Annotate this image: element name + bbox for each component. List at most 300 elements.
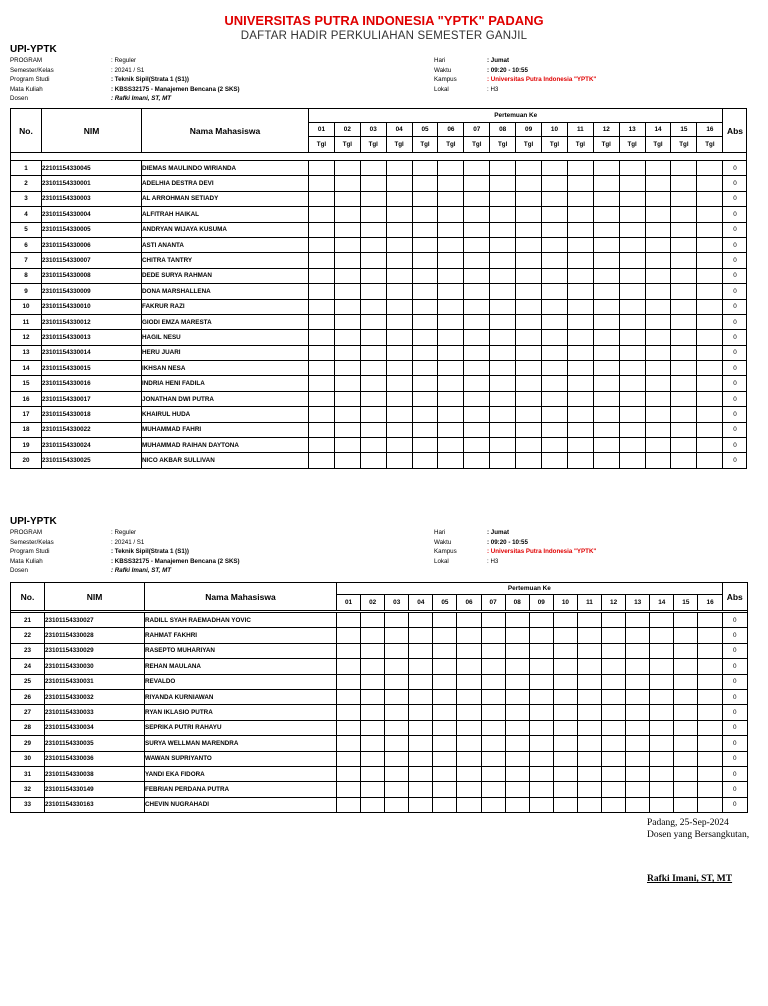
attendance-cell xyxy=(334,345,360,360)
attendance-cell xyxy=(438,345,464,360)
attendance-cell xyxy=(553,659,577,674)
attendance-cell xyxy=(438,314,464,329)
absence-count: 0 xyxy=(723,391,747,406)
attendance-cell xyxy=(337,797,361,812)
attendance-cell xyxy=(490,345,516,360)
row-number: 6 xyxy=(11,237,42,252)
attendance-cell xyxy=(577,736,601,751)
attendance-cell xyxy=(385,766,409,781)
attendance-cell xyxy=(361,766,385,781)
attendance-cell xyxy=(490,391,516,406)
attendance-cell xyxy=(490,284,516,299)
attendance-cell xyxy=(650,736,674,751)
attendance-cell xyxy=(619,222,645,237)
attendance-cell xyxy=(337,736,361,751)
attendance-cell xyxy=(619,268,645,283)
attendance-cell xyxy=(385,720,409,735)
student-name: REHAN MAULANA xyxy=(145,659,337,674)
student-nim: 23101154330003 xyxy=(42,191,142,206)
attendance-cell xyxy=(542,376,568,391)
attendance-cell xyxy=(481,751,505,766)
attendance-cell xyxy=(698,628,722,643)
attendance-cell xyxy=(674,628,698,643)
attendance-cell xyxy=(438,176,464,191)
attendance-cell xyxy=(337,720,361,735)
attendance-cell xyxy=(490,237,516,252)
attendance-cell xyxy=(360,268,386,283)
attendance-cell xyxy=(674,782,698,797)
student-name: ASTI ANANTA xyxy=(142,237,309,252)
attendance-cell xyxy=(334,422,360,437)
attendance-cell xyxy=(516,391,542,406)
student-nim: 23101154330036 xyxy=(45,751,145,766)
attendance-cell xyxy=(386,253,412,268)
attendance-cell xyxy=(334,330,360,345)
attendance-cell xyxy=(553,628,577,643)
attendance-cell xyxy=(542,345,568,360)
signature-name: Rafki Imani, ST, MT xyxy=(647,874,733,884)
absence-count: 0 xyxy=(723,438,747,453)
row-number: 30 xyxy=(11,751,45,766)
attendance-cell xyxy=(481,797,505,812)
attendance-cell xyxy=(490,361,516,376)
attendance-cell xyxy=(361,736,385,751)
attendance-cell xyxy=(337,613,361,628)
attendance-cell xyxy=(433,720,457,735)
info-right-labels xyxy=(434,56,457,94)
attendance-cell xyxy=(529,705,553,720)
meeting-number: 01 xyxy=(337,595,361,611)
attendance-cell xyxy=(464,407,490,422)
attendance-cell xyxy=(457,705,481,720)
attendance-cell xyxy=(409,782,433,797)
value-semester: : 20241 / S1 xyxy=(111,66,145,74)
student-nim: 23101154330163 xyxy=(45,797,145,812)
row-number: 19 xyxy=(11,438,42,453)
attendance-cell xyxy=(386,268,412,283)
absence-count: 0 xyxy=(722,705,747,720)
attendance-cell xyxy=(619,345,645,360)
attendance-cell xyxy=(645,222,671,237)
attendance-cell xyxy=(481,689,505,704)
attendance-cell xyxy=(438,453,464,468)
attendance-cell xyxy=(516,407,542,422)
attendance-cell xyxy=(567,407,593,422)
attendance-cell xyxy=(386,407,412,422)
attendance-cell xyxy=(671,453,697,468)
attendance-cell xyxy=(334,161,360,176)
attendance-cell xyxy=(309,222,335,237)
attendance-cell xyxy=(438,222,464,237)
table-row xyxy=(11,736,748,751)
student-name: HAGIL NESU xyxy=(142,330,309,345)
attendance-cell xyxy=(337,751,361,766)
attendance-cell xyxy=(529,720,553,735)
attendance-cell xyxy=(567,361,593,376)
attendance-cell xyxy=(619,438,645,453)
attendance-cell xyxy=(361,705,385,720)
attendance-cell xyxy=(593,422,619,437)
course-info-2 xyxy=(10,528,745,576)
attendance-cell xyxy=(697,361,723,376)
student-name: CHEVIN NUGRAHADI xyxy=(145,797,337,812)
attendance-cell xyxy=(433,782,457,797)
table-row xyxy=(11,176,747,191)
attendance-cell xyxy=(361,628,385,643)
attendance-cell xyxy=(309,407,335,422)
label-prodi: Program Studi xyxy=(10,548,50,556)
attendance-cell xyxy=(698,705,722,720)
attendance-cell xyxy=(697,422,723,437)
attendance-cell xyxy=(674,797,698,812)
attendance-cell xyxy=(619,376,645,391)
header-meetings: Pertemuan Ke xyxy=(309,109,723,123)
attendance-cell xyxy=(671,191,697,206)
attendance-cell xyxy=(438,284,464,299)
institution-label-2: UPI-YPTK xyxy=(10,516,57,527)
attendance-cell xyxy=(697,284,723,299)
attendance-cell xyxy=(602,659,626,674)
attendance-cell xyxy=(490,438,516,453)
student-nim: 23101154330038 xyxy=(45,766,145,781)
table-row xyxy=(11,391,747,406)
attendance-cell xyxy=(626,705,650,720)
attendance-cell xyxy=(490,299,516,314)
attendance-cell xyxy=(361,659,385,674)
attendance-cell xyxy=(361,797,385,812)
attendance-cell xyxy=(697,314,723,329)
attendance-cell xyxy=(438,330,464,345)
attendance-cell xyxy=(542,268,568,283)
attendance-cell xyxy=(438,391,464,406)
attendance-cell xyxy=(542,253,568,268)
attendance-cell xyxy=(309,191,335,206)
row-number: 18 xyxy=(11,422,42,437)
attendance-cell xyxy=(626,766,650,781)
attendance-cell xyxy=(490,191,516,206)
student-name: RASEPTO MUHARIYAN xyxy=(145,643,337,658)
label-dosen: Dosen xyxy=(10,567,28,575)
row-number: 32 xyxy=(11,782,45,797)
attendance-cell xyxy=(386,391,412,406)
attendance-cell xyxy=(674,674,698,689)
attendance-cell xyxy=(505,720,529,735)
attendance-cell xyxy=(602,766,626,781)
attendance-cell xyxy=(334,284,360,299)
value-matkul: : KBSS32175 - Manajemen Bencana (2 SKS) xyxy=(111,85,240,93)
attendance-cell xyxy=(650,689,674,704)
attendance-cell xyxy=(516,376,542,391)
attendance-cell xyxy=(386,299,412,314)
attendance-cell xyxy=(409,628,433,643)
attendance-cell xyxy=(457,643,481,658)
attendance-cell xyxy=(360,161,386,176)
meeting-number: 07 xyxy=(464,123,490,137)
attendance-cell xyxy=(433,628,457,643)
attendance-cell xyxy=(645,391,671,406)
attendance-cell xyxy=(334,268,360,283)
date-label: Tgl xyxy=(309,137,335,153)
header-no-2: No. xyxy=(11,583,45,611)
attendance-cell xyxy=(645,237,671,252)
table-row xyxy=(11,613,748,628)
attendance-cell xyxy=(577,705,601,720)
attendance-cell xyxy=(697,299,723,314)
attendance-cell xyxy=(438,299,464,314)
attendance-cell xyxy=(309,176,335,191)
attendance-cell xyxy=(438,161,464,176)
attendance-cell xyxy=(542,284,568,299)
student-nim: 23101154330001 xyxy=(42,176,142,191)
absence-count: 0 xyxy=(722,720,747,735)
attendance-cell xyxy=(386,330,412,345)
attendance-cell xyxy=(602,674,626,689)
student-name: DEDE SURYA RAHMAN xyxy=(142,268,309,283)
attendance-cell xyxy=(360,422,386,437)
attendance-cell xyxy=(505,782,529,797)
info-right-labels-2 xyxy=(434,528,457,566)
attendance-cell xyxy=(553,782,577,797)
attendance-cell xyxy=(490,268,516,283)
attendance-cell xyxy=(337,689,361,704)
table-row xyxy=(11,643,748,658)
attendance-cell xyxy=(698,751,722,766)
student-nim: 23101154330029 xyxy=(45,643,145,658)
attendance-cell xyxy=(671,422,697,437)
attendance-cell xyxy=(593,376,619,391)
table-row xyxy=(11,330,747,345)
attendance-cell xyxy=(542,176,568,191)
date-label: Tgl xyxy=(334,137,360,153)
student-rows-1 xyxy=(11,161,747,469)
row-number: 8 xyxy=(11,268,42,283)
attendance-cell xyxy=(385,613,409,628)
attendance-cell xyxy=(457,613,481,628)
attendance-cell xyxy=(409,689,433,704)
attendance-cell xyxy=(386,314,412,329)
attendance-cell xyxy=(309,438,335,453)
attendance-cell xyxy=(542,407,568,422)
student-name: RAHMAT FAKHRI xyxy=(145,628,337,643)
attendance-cell xyxy=(674,720,698,735)
attendance-cell xyxy=(505,628,529,643)
attendance-cell xyxy=(650,613,674,628)
absence-count: 0 xyxy=(723,207,747,222)
absence-count: 0 xyxy=(722,766,747,781)
attendance-cell xyxy=(619,299,645,314)
attendance-cell xyxy=(553,797,577,812)
date-label: Tgl xyxy=(516,137,542,153)
attendance-cell xyxy=(602,689,626,704)
meeting-number: 11 xyxy=(577,595,601,611)
student-name: AL ARROHMAN SETIADY xyxy=(142,191,309,206)
attendance-cell xyxy=(309,161,335,176)
meeting-number: 09 xyxy=(529,595,553,611)
attendance-cell xyxy=(650,797,674,812)
meeting-number: 08 xyxy=(490,123,516,137)
attendance-cell xyxy=(481,674,505,689)
attendance-cell xyxy=(645,299,671,314)
date-label: Tgl xyxy=(567,137,593,153)
attendance-cell xyxy=(409,736,433,751)
row-number: 11 xyxy=(11,314,42,329)
table-row xyxy=(11,438,747,453)
attendance-cell xyxy=(516,237,542,252)
attendance-cell xyxy=(360,253,386,268)
absence-count: 0 xyxy=(722,659,747,674)
table-row xyxy=(11,628,748,643)
attendance-cell xyxy=(577,643,601,658)
attendance-cell xyxy=(309,376,335,391)
attendance-cell xyxy=(671,438,697,453)
attendance-cell xyxy=(334,438,360,453)
attendance-cell xyxy=(433,766,457,781)
attendance-cell xyxy=(698,674,722,689)
attendance-cell xyxy=(309,253,335,268)
value-waktu: : 09:20 - 10:55 xyxy=(487,66,528,74)
attendance-table-2 xyxy=(10,582,748,813)
attendance-cell xyxy=(490,176,516,191)
label-prodi: Program Studi xyxy=(10,76,50,84)
attendance-cell xyxy=(386,176,412,191)
attendance-cell xyxy=(412,422,438,437)
attendance-cell xyxy=(433,797,457,812)
attendance-cell xyxy=(490,253,516,268)
row-number: 21 xyxy=(11,613,45,628)
attendance-cell xyxy=(412,299,438,314)
attendance-cell xyxy=(674,766,698,781)
attendance-cell xyxy=(593,222,619,237)
spacer-row xyxy=(11,153,747,161)
meeting-number: 02 xyxy=(361,595,385,611)
value-prodi: : Teknik Sipil(Strata 1 (S1)) xyxy=(111,76,189,84)
attendance-cell xyxy=(361,643,385,658)
attendance-cell xyxy=(577,782,601,797)
value-lokal: : H3 xyxy=(487,557,499,565)
attendance-cell xyxy=(412,161,438,176)
attendance-cell xyxy=(697,253,723,268)
student-name: ALFITRAH HAIKAL xyxy=(142,207,309,222)
attendance-cell xyxy=(567,330,593,345)
attendance-cell xyxy=(433,674,457,689)
value-kampus: : Universitas Putra Indonesia "YPTK" xyxy=(487,76,597,84)
attendance-cell xyxy=(645,453,671,468)
attendance-cell xyxy=(385,689,409,704)
attendance-cell xyxy=(309,361,335,376)
student-name: SURYA WELLMAN MARENDRA xyxy=(145,736,337,751)
info-right-values-2 xyxy=(487,528,596,566)
attendance-cell xyxy=(412,284,438,299)
table-row xyxy=(11,299,747,314)
attendance-cell xyxy=(360,314,386,329)
meeting-number: 02 xyxy=(334,123,360,137)
student-nim: 23101154330032 xyxy=(45,689,145,704)
attendance-cell xyxy=(577,613,601,628)
attendance-cell xyxy=(438,361,464,376)
attendance-cell xyxy=(505,705,529,720)
attendance-cell xyxy=(626,782,650,797)
attendance-cell xyxy=(360,345,386,360)
student-nim: 23101154330034 xyxy=(45,720,145,735)
absence-count: 0 xyxy=(723,330,747,345)
meeting-number: 09 xyxy=(516,123,542,137)
attendance-cell xyxy=(385,751,409,766)
attendance-cell xyxy=(671,361,697,376)
attendance-cell xyxy=(337,628,361,643)
attendance-cell xyxy=(671,268,697,283)
attendance-cell xyxy=(674,643,698,658)
label-semester: Semester/Kelas xyxy=(10,538,54,546)
meeting-number: 06 xyxy=(438,123,464,137)
attendance-cell xyxy=(553,720,577,735)
attendance-cell xyxy=(464,299,490,314)
attendance-cell xyxy=(438,407,464,422)
attendance-cell xyxy=(619,176,645,191)
attendance-cell xyxy=(645,361,671,376)
meeting-number: 16 xyxy=(697,123,723,137)
row-number: 28 xyxy=(11,720,45,735)
student-name: IKHSAN NESA xyxy=(142,361,309,376)
row-number: 31 xyxy=(11,766,45,781)
attendance-cell xyxy=(412,376,438,391)
student-name: FEBRIAN PERDANA PUTRA xyxy=(145,782,337,797)
row-number: 3 xyxy=(11,191,42,206)
attendance-cell xyxy=(481,643,505,658)
attendance-cell xyxy=(464,438,490,453)
student-name: HERU JUARI xyxy=(142,345,309,360)
absence-count: 0 xyxy=(723,314,747,329)
attendance-cell xyxy=(698,613,722,628)
attendance-cell xyxy=(334,407,360,422)
value-hari: : Jumat xyxy=(487,529,510,536)
row-number: 20 xyxy=(11,453,42,468)
absence-count: 0 xyxy=(723,237,747,252)
attendance-cell xyxy=(697,222,723,237)
attendance-cell xyxy=(360,391,386,406)
attendance-cell xyxy=(542,453,568,468)
absence-count: 0 xyxy=(723,361,747,376)
student-nim: 23101154330013 xyxy=(42,330,142,345)
attendance-cell xyxy=(529,751,553,766)
attendance-cell xyxy=(516,253,542,268)
attendance-cell xyxy=(650,643,674,658)
attendance-cell xyxy=(361,674,385,689)
attendance-cell xyxy=(438,253,464,268)
attendance-cell xyxy=(409,766,433,781)
attendance-cell xyxy=(671,207,697,222)
attendance-cell xyxy=(464,453,490,468)
student-nim: 23101154330022 xyxy=(42,422,142,437)
row-number: 2 xyxy=(11,176,42,191)
attendance-cell xyxy=(529,674,553,689)
attendance-cell xyxy=(567,453,593,468)
attendance-cell xyxy=(593,299,619,314)
attendance-cell xyxy=(409,674,433,689)
attendance-cell xyxy=(457,689,481,704)
attendance-cell xyxy=(698,659,722,674)
header-meetings-2: Pertemuan Ke xyxy=(337,583,723,595)
absence-count: 0 xyxy=(722,613,747,628)
attendance-cell xyxy=(697,207,723,222)
attendance-cell xyxy=(386,237,412,252)
attendance-cell xyxy=(409,659,433,674)
attendance-cell xyxy=(542,161,568,176)
attendance-cell xyxy=(529,782,553,797)
attendance-cell xyxy=(516,191,542,206)
attendance-cell xyxy=(385,797,409,812)
attendance-cell xyxy=(409,613,433,628)
meeting-number: 06 xyxy=(457,595,481,611)
